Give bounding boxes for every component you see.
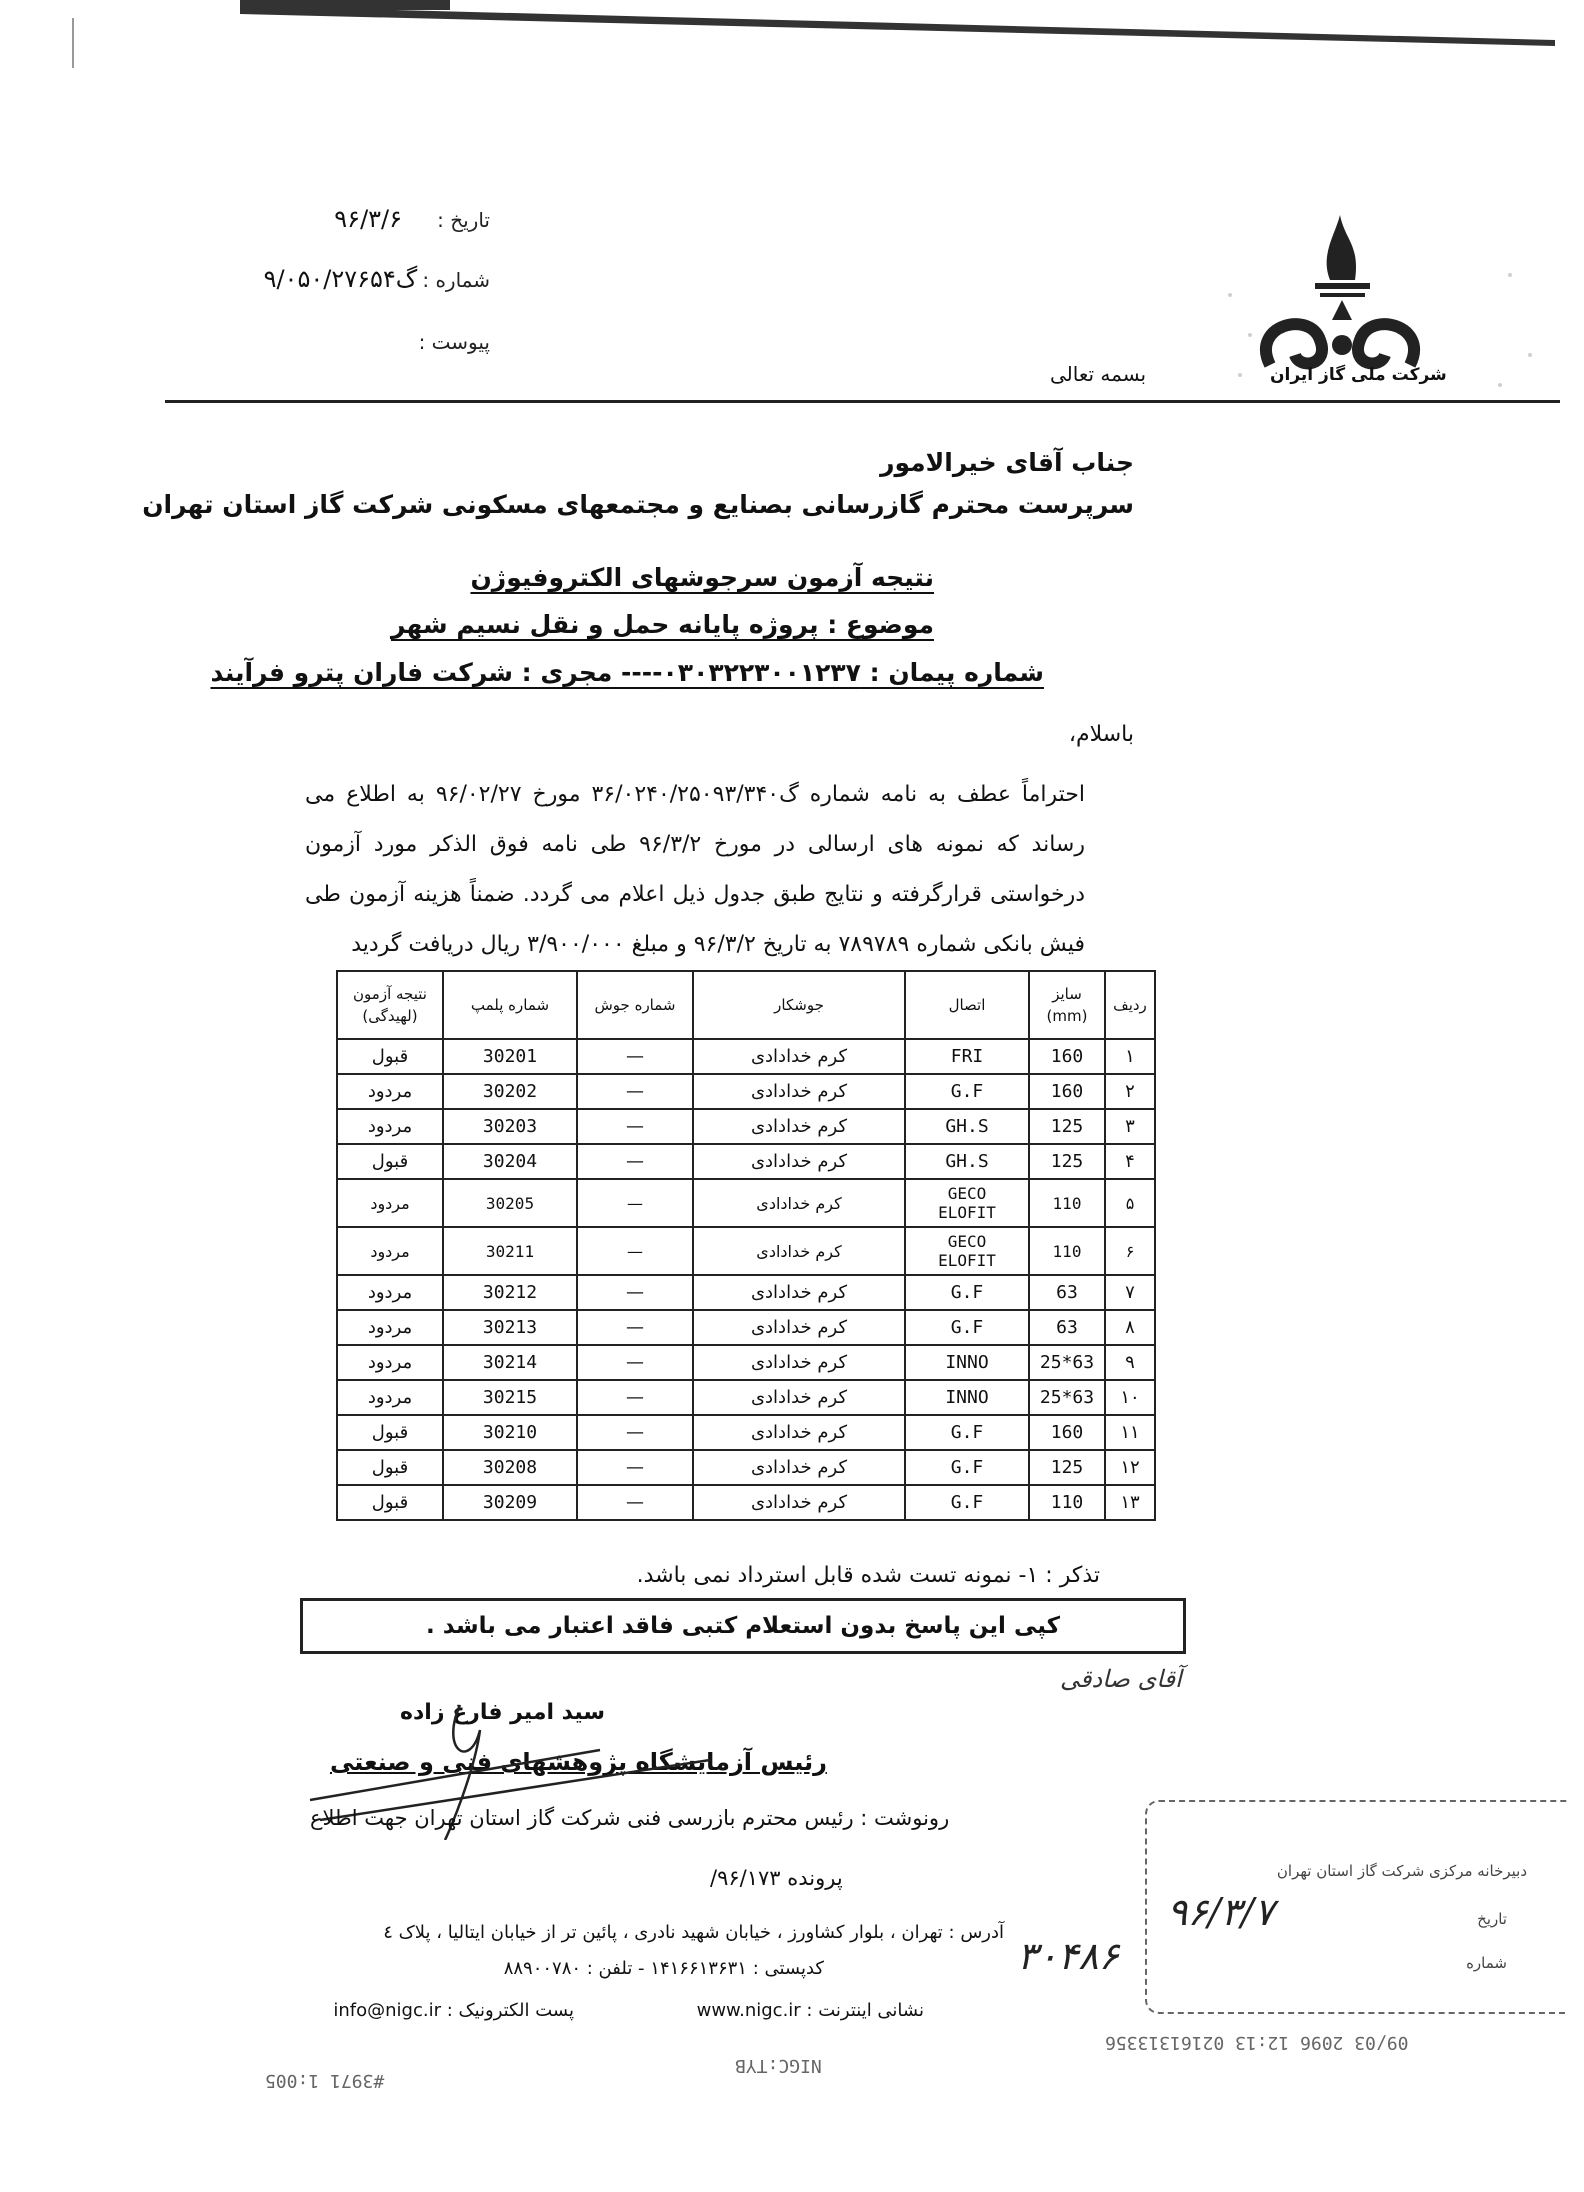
scan-edge-bar — [240, 0, 1555, 46]
welder-name-cell: کرم خدادادی — [693, 1275, 905, 1310]
attachment-label: پیوست : — [418, 330, 490, 354]
stamp-date-label: تاریخ — [1477, 1910, 1507, 1928]
table-header-row — [337, 971, 1155, 1039]
test-result-cell: قبول — [337, 1485, 443, 1520]
size-cell: 125 — [1029, 1144, 1105, 1179]
size-cell: 125 — [1029, 1109, 1105, 1144]
seal-number-cell: 30209 — [443, 1485, 577, 1520]
footer-website: نشانی اینترنت : www.nigc.ir — [696, 2000, 924, 2021]
table-row — [337, 1074, 1155, 1109]
fitting-type-cell: GH.S — [905, 1109, 1029, 1144]
table-row — [337, 1485, 1155, 1520]
validity-notice-box — [300, 1598, 1186, 1654]
table-row — [337, 1144, 1155, 1179]
test-result-cell: مردود — [337, 1109, 443, 1144]
fitting-type-cell: G.F — [905, 1074, 1029, 1109]
table-row — [337, 1039, 1155, 1074]
body-paragraph: احتراماً عطف به نامه شماره گ۳۶/۰۲۴۰/۲۵۰۹۳/۳۴۰ مورخ ۹۶/۰۲/۲۷ به اطلاع می رساند که نمونه های ارسالی در مورخ ۹۶/۳/۲ طی نامه فوق الذکر مورد آزمون درخواستی قرارگرفته و نتایج طبق جدول ذیل اعلام می گردد. ضمناً هزینه آزمون طی فیش بانکی شماره ۷۸۹۷۸۹ به تاریخ ۹۶/۳/۲ و مبلغ ۳/۹۰۰/۰۰۰ ریال دریافت گردید — [305, 782, 1085, 957]
footer-email: پست الکترونیک : info@nigc.ir — [333, 2000, 574, 2021]
fitting-type-cell: G.F — [905, 1415, 1029, 1450]
row-number-cell: ۱۰ — [1105, 1380, 1155, 1415]
seal-number-cell: 30210 — [443, 1415, 577, 1450]
table-row — [337, 1450, 1155, 1485]
row-number-cell: ۳ — [1105, 1109, 1155, 1144]
fitting-type-cell: G.F — [905, 1310, 1029, 1345]
row-number-cell: ۲ — [1105, 1074, 1155, 1109]
size-cell: 110 — [1029, 1179, 1105, 1227]
size-cell: 160 — [1029, 1039, 1105, 1074]
row-number-cell: ۴ — [1105, 1144, 1155, 1179]
welder-name-cell: کرم خدادادی — [693, 1380, 905, 1415]
stamp-label: دبیرخانه مرکزی شرکت گاز استان تهران — [1276, 1862, 1527, 1880]
test-result-cell: قبول — [337, 1450, 443, 1485]
size-cell: 160 — [1029, 1415, 1105, 1450]
logo-caption: شرکت ملی گاز ایران — [1270, 365, 1447, 385]
table-row — [337, 1380, 1155, 1415]
seal-number-cell: 30215 — [443, 1380, 577, 1415]
welder-name-cell: کرم خدادادی — [693, 1227, 905, 1275]
weld-number-cell: — — [577, 1227, 693, 1275]
greeting: باسلام، — [1068, 722, 1134, 747]
table-row — [337, 1415, 1155, 1450]
test-result-cell: قبول — [337, 1144, 443, 1179]
seal-number-cell: 30211 — [443, 1227, 577, 1275]
seal-number-cell: 30203 — [443, 1109, 577, 1144]
col-fitting: اتصال — [905, 971, 1029, 1039]
fitting-type-cell: GECO ELOFIT — [905, 1179, 1029, 1227]
size-cell: 63 — [1029, 1275, 1105, 1310]
size-cell: 125 — [1029, 1450, 1105, 1485]
size-cell: 110 — [1029, 1227, 1105, 1275]
signatory-name: سید امیر فارغ زاده — [400, 1700, 605, 1725]
addressee-title: سرپرست محترم گازرسانی بصنایع و مجتمعهای مسکونی شرکت گاز استان تهران — [142, 490, 1134, 519]
receipt-stamp — [1017, 1800, 1567, 2014]
cc-line: رونوشت : رئیس محترم بازرسی فنی شرکت گاز استان تهران جهت اطلاع — [310, 1806, 950, 1830]
test-result-cell: مردود — [337, 1380, 443, 1415]
handwritten-note: آقای صادقی — [1060, 1665, 1182, 1693]
fitting-type-cell: GECO ELOFIT — [905, 1227, 1029, 1275]
welder-name-cell: کرم خدادادی — [693, 1039, 905, 1074]
size-cell: 160 — [1029, 1074, 1105, 1109]
seal-number-cell: 30204 — [443, 1144, 577, 1179]
weld-number-cell: — — [577, 1345, 693, 1380]
welder-name-cell: کرم خدادادی — [693, 1345, 905, 1380]
size-cell: 63*25 — [1029, 1345, 1105, 1380]
scan-margin-mark — [72, 18, 74, 68]
reminder-note: تذکر : ۱- نمونه تست شده قابل استرداد نمی باشد. — [636, 1563, 1100, 1588]
weld-number-cell: — — [577, 1074, 693, 1109]
weld-number-cell: — — [577, 1275, 693, 1310]
seal-number-cell: 30212 — [443, 1275, 577, 1310]
table-row — [337, 1345, 1155, 1380]
file-reference: پرونده ۹۶/۱۷۳/ — [710, 1866, 843, 1890]
table-row — [337, 1227, 1155, 1275]
date-label: تاریخ : — [437, 208, 490, 232]
fax-mark-center: NIGC:TYB — [735, 2055, 822, 2076]
fitting-type-cell: INNO — [905, 1345, 1029, 1380]
col-row: ردیف — [1105, 971, 1155, 1039]
weld-number-cell: — — [577, 1310, 693, 1345]
fax-mark-right: 09/03 2096 12:13 02161313356 — [1105, 2032, 1409, 2053]
test-result-cell: قبول — [337, 1415, 443, 1450]
weld-number-cell: — — [577, 1144, 693, 1179]
welder-name-cell: کرم خدادادی — [693, 1074, 905, 1109]
table-row — [337, 1275, 1155, 1310]
welder-name-cell: کرم خدادادی — [693, 1450, 905, 1485]
row-number-cell: ۶ — [1105, 1227, 1155, 1275]
header-divider — [165, 400, 1560, 403]
col-size: سایز (mm) — [1029, 971, 1105, 1039]
stamp-number-label: شماره — [1466, 1954, 1507, 1972]
test-result-cell: مردود — [337, 1074, 443, 1109]
test-result-cell: مردود — [337, 1345, 443, 1380]
col-seal-number: شماره پلمپ — [443, 971, 577, 1039]
stamp-number-value: ۳۰۴۸۶ — [1017, 1934, 1120, 1978]
size-cell: 63*25 — [1029, 1380, 1105, 1415]
welder-name-cell: کرم خدادادی — [693, 1179, 905, 1227]
results-table — [336, 970, 1156, 1521]
fitting-type-cell: G.F — [905, 1450, 1029, 1485]
row-number-cell: ۵ — [1105, 1179, 1155, 1227]
attachment-field — [380, 330, 490, 354]
subject-line: موضوع : پروژه پایانه حمل و نقل نسیم شهر — [390, 610, 934, 639]
row-number-cell: ۱۲ — [1105, 1450, 1155, 1485]
weld-number-cell: — — [577, 1380, 693, 1415]
test-result-cell: مردود — [337, 1179, 443, 1227]
contract-line: شماره پیمان : ۰۳۰۳۲۲۳۰۰۱۲۳۷---- مجری : شرکت فاران پترو فرآیند — [210, 658, 1044, 687]
validity-notice: کپی این پاسخ بدون استعلام کتبی فاقد اعتبار می باشد . — [426, 1613, 1060, 1639]
number-label: شماره : — [422, 268, 490, 292]
seal-number-cell: 30214 — [443, 1345, 577, 1380]
row-number-cell: ۷ — [1105, 1275, 1155, 1310]
date-value: ۹۶/۳/۶ — [334, 205, 403, 233]
row-number-cell: ۸ — [1105, 1310, 1155, 1345]
table-row — [337, 1179, 1155, 1227]
col-weld-number: شماره جوش — [577, 971, 693, 1039]
table-row — [337, 1109, 1155, 1144]
row-number-cell: ۹ — [1105, 1345, 1155, 1380]
test-result-cell: مردود — [337, 1227, 443, 1275]
weld-number-cell: — — [577, 1415, 693, 1450]
number-value: گ۹/۰۵۰/۲۷۶۵۴ — [263, 265, 418, 293]
weld-number-cell: — — [577, 1485, 693, 1520]
test-result-cell: مردود — [337, 1310, 443, 1345]
row-number-cell: ۱۱ — [1105, 1415, 1155, 1450]
row-number-cell: ۱۳ — [1105, 1485, 1155, 1520]
welder-name-cell: کرم خدادادی — [693, 1310, 905, 1345]
seal-number-cell: 30205 — [443, 1179, 577, 1227]
footer-postal-phone: کدپستی : ۱۴۱۶۶۱۳۶۳۱ - تلفن : ۸۸۹۰۰۷۸۰ — [503, 1958, 824, 1979]
weld-number-cell: — — [577, 1039, 693, 1074]
size-cell: 63 — [1029, 1310, 1105, 1345]
letter-title: نتیجه آزمون سرجوشهای الکتروفیوژن — [470, 563, 934, 592]
seal-number-cell: 30213 — [443, 1310, 577, 1345]
date-field — [270, 205, 490, 233]
seal-number-cell: 30201 — [443, 1039, 577, 1074]
fitting-type-cell: INNO — [905, 1380, 1029, 1415]
fitting-type-cell: FRI — [905, 1039, 1029, 1074]
welder-name-cell: کرم خدادادی — [693, 1144, 905, 1179]
table-row — [337, 1310, 1155, 1345]
test-result-cell: قبول — [337, 1039, 443, 1074]
size-cell: 110 — [1029, 1485, 1105, 1520]
fitting-type-cell: G.F — [905, 1485, 1029, 1520]
fitting-type-cell: G.F — [905, 1275, 1029, 1310]
col-test-result: نتیجه آزمون (لهیدگی) — [337, 971, 443, 1039]
fitting-type-cell: GH.S — [905, 1144, 1029, 1179]
fax-mark-left: #3971 1:005 — [265, 2070, 385, 2091]
row-number-cell: ۱ — [1105, 1039, 1155, 1074]
bismillah: بسمه تعالی — [1050, 362, 1147, 386]
welder-name-cell: کرم خدادادی — [693, 1485, 905, 1520]
weld-number-cell: — — [577, 1450, 693, 1485]
signatory-title: رئیس آزمایشگاه پژوهشهای فنی و صنعتی — [330, 1748, 827, 1776]
letter-number-field — [220, 265, 490, 293]
footer-address: آدرس : تهران ، بلوار کشاورز ، خیابان شهید نادری ، پائین تر از خیابان ایتالیا ، پلاک ٤ — [383, 1922, 1004, 1943]
seal-number-cell: 30208 — [443, 1450, 577, 1485]
test-result-cell: مردود — [337, 1275, 443, 1310]
seal-number-cell: 30202 — [443, 1074, 577, 1109]
weld-number-cell: — — [577, 1179, 693, 1227]
col-welder: جوشکار — [693, 971, 905, 1039]
welder-name-cell: کرم خدادادی — [693, 1415, 905, 1450]
welder-name-cell: کرم خدادادی — [693, 1109, 905, 1144]
weld-number-cell: — — [577, 1109, 693, 1144]
company-logo — [1210, 215, 1555, 405]
addressee-name: جناب آقای خیرالامور — [880, 448, 1134, 477]
stamp-date-value: ۹۶/۳/۷ — [1167, 1890, 1275, 1934]
